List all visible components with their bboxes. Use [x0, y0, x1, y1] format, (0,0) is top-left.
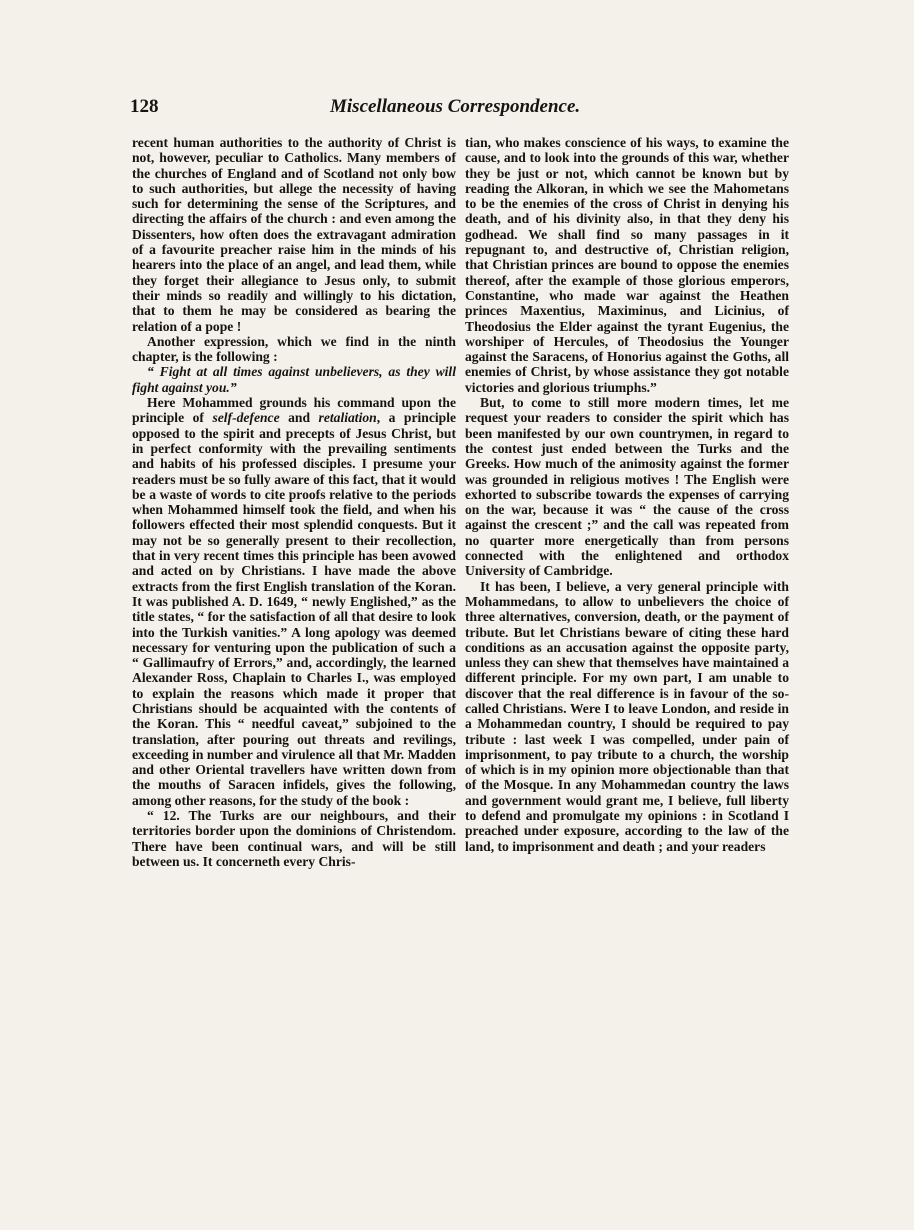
quote-turks-neighbours: “ 12. The Turks are our neighbours, and their territories border upon the dominions of Christendom. There have been continual wars, and will be still between us. It concerneth every Chris-: [132, 808, 456, 869]
quote-fight-unbelievers: [132, 364, 456, 395]
paragraph-left-4: [132, 395, 456, 808]
quote-text: “ Fight at all times against unbelievers, as they will fight against you.”: [132, 364, 456, 395]
paragraph-right-3: It has been, I believe, a very general principle with Mohammedans, to allow to unbelievers the choice of three alternatives, conversion, death, or the payment of tribute. But let Christians beware of citing these hard conditions as an accusation against the opposite party, unless they can shew that themselves have maintained a different principle. For my own part, I am unable to discover that the real difference is in favour of the so-called Christians. Were I to leave London, and reside in a Mohammedan country, I should be required to pay tribute : last week I was compelled, under pain of imprisonment, to pay tribute to a church, the worship of which is in my opinion more objectionable than that of the Mosque. In any Mohammedan country the laws and government would grant me, I believe, full liberty to defend and promulgate my opinions : in Scotland I preached under exposure, according to the law of the land, to imprisonment and death ; and your readers: [465, 578, 789, 854]
text-segment: Here Mohammed grounds his command upon the principle of: [132, 395, 456, 426]
text-segment: and: [279, 410, 319, 426]
emphasis-self-defence: self-defence: [212, 410, 280, 426]
text-segment: , a principle opposed to the spirit and precepts of Jesus Christ, but in perfect conformity with the prevailing sentiments and habits of his professed disciples. I presume your readers must be so fully aware of this fact, that it would be a waste of words to cite proofs relative to the periods when Mohammed himself took the field, and when his followers effected their most splendid conquests. But it may not be so generally present to their recollection, that in very recent times this principle has been avowed and acted on by Christians. I have made the above extracts from the first English translation of the Koran. It was published A. D. 1649, “ newly Englished,” as the title states, “ for the satisfaction of all that desire to look into the Turkish vanities.” A long apology was deemed necessary for venturing upon the publication of such a “ Gallimaufry of Errors,” and, accordingly, the learned Alexander Ross, Chaplain to Charles I., was employed to explain the reasons which made it proper that Christians should be acquainted with the contents of the Koran. This “ needful caveat,” subjoined to the translation, after pouring out threats and revilings, exceeding in number and virulence all that Mr. Madden and other Oriental travellers have written down from the mouths of Saracen infidels, gives the following, among other reasons, for the study of the book :: [132, 410, 457, 808]
left-column: [132, 135, 456, 869]
emphasis-retaliation: retaliation: [318, 410, 377, 426]
page-number: 128: [130, 96, 159, 117]
paragraph-left-1: recent human authorities to the authority of Christ is not, however, peculiar to Catholics. Many members of the churches of England and of Scotland not only bow to such authorities, but allege the necessity of having such for determining the sense of the Scriptures, and directing the affairs of the church : and even among the Dissenters, how often does the extravagant admiration of a favourite preacher raise him in the minds of his hearers into the place of an angel, and lead them, while they forget their allegiance to Jesus only, to submit their minds so readily and willingly to his dictation, that to them he may be considered as bearing the relation of a pope !: [132, 135, 456, 334]
paragraph-left-2: Another expression, which we find in the ninth chapter, is the following :: [132, 333, 456, 365]
right-column: [465, 135, 789, 854]
paragraph-right-2: But, to come to still more modern times, let me request your readers to consider the spirit which has been manifested by our own countrymen, in regard to the contest just ended between the Turks and the Greeks. How much of the animosity against the former was grounded in religious motives ! The English were exhorted to subscribe towards the expenses of carrying on the war, because it was “ the cause of the cross against the crescent ;” and the call was repeated from no quarter more energetically than from persons connected with the enlightened and orthodox University of Cambridge.: [465, 395, 789, 579]
paragraph-right-1: tian, who makes conscience of his ways, to examine the cause, and to look into the grounds of this war, whether they be just or not, which cannot be known but by reading the Alkoran, in which we see the Mahometans to be the enemies of the cross of Christ in denying his death, and of his divinity also, in that they deny his godhead. We shall find so many passages in it repugnant to, and destructive of, Christian religion, that Christian princes are bound to oppose the enemies thereof, after the example of those glorious emperors, Constantine, who made war against the Heathen princes Maxentius, Maximinus, and Licinius, of Theodosius the Elder against the tyrant Eugenius, the worshiper of Hercules, of Theodosius the Younger against the Saracens, of Honorius against the Goths, all enemies of Christ, by whose assistance they got notable victories and glorious triumphs.”: [465, 135, 789, 395]
page-header: [130, 96, 790, 122]
running-title: Miscellaneous Correspondence.: [330, 96, 581, 117]
